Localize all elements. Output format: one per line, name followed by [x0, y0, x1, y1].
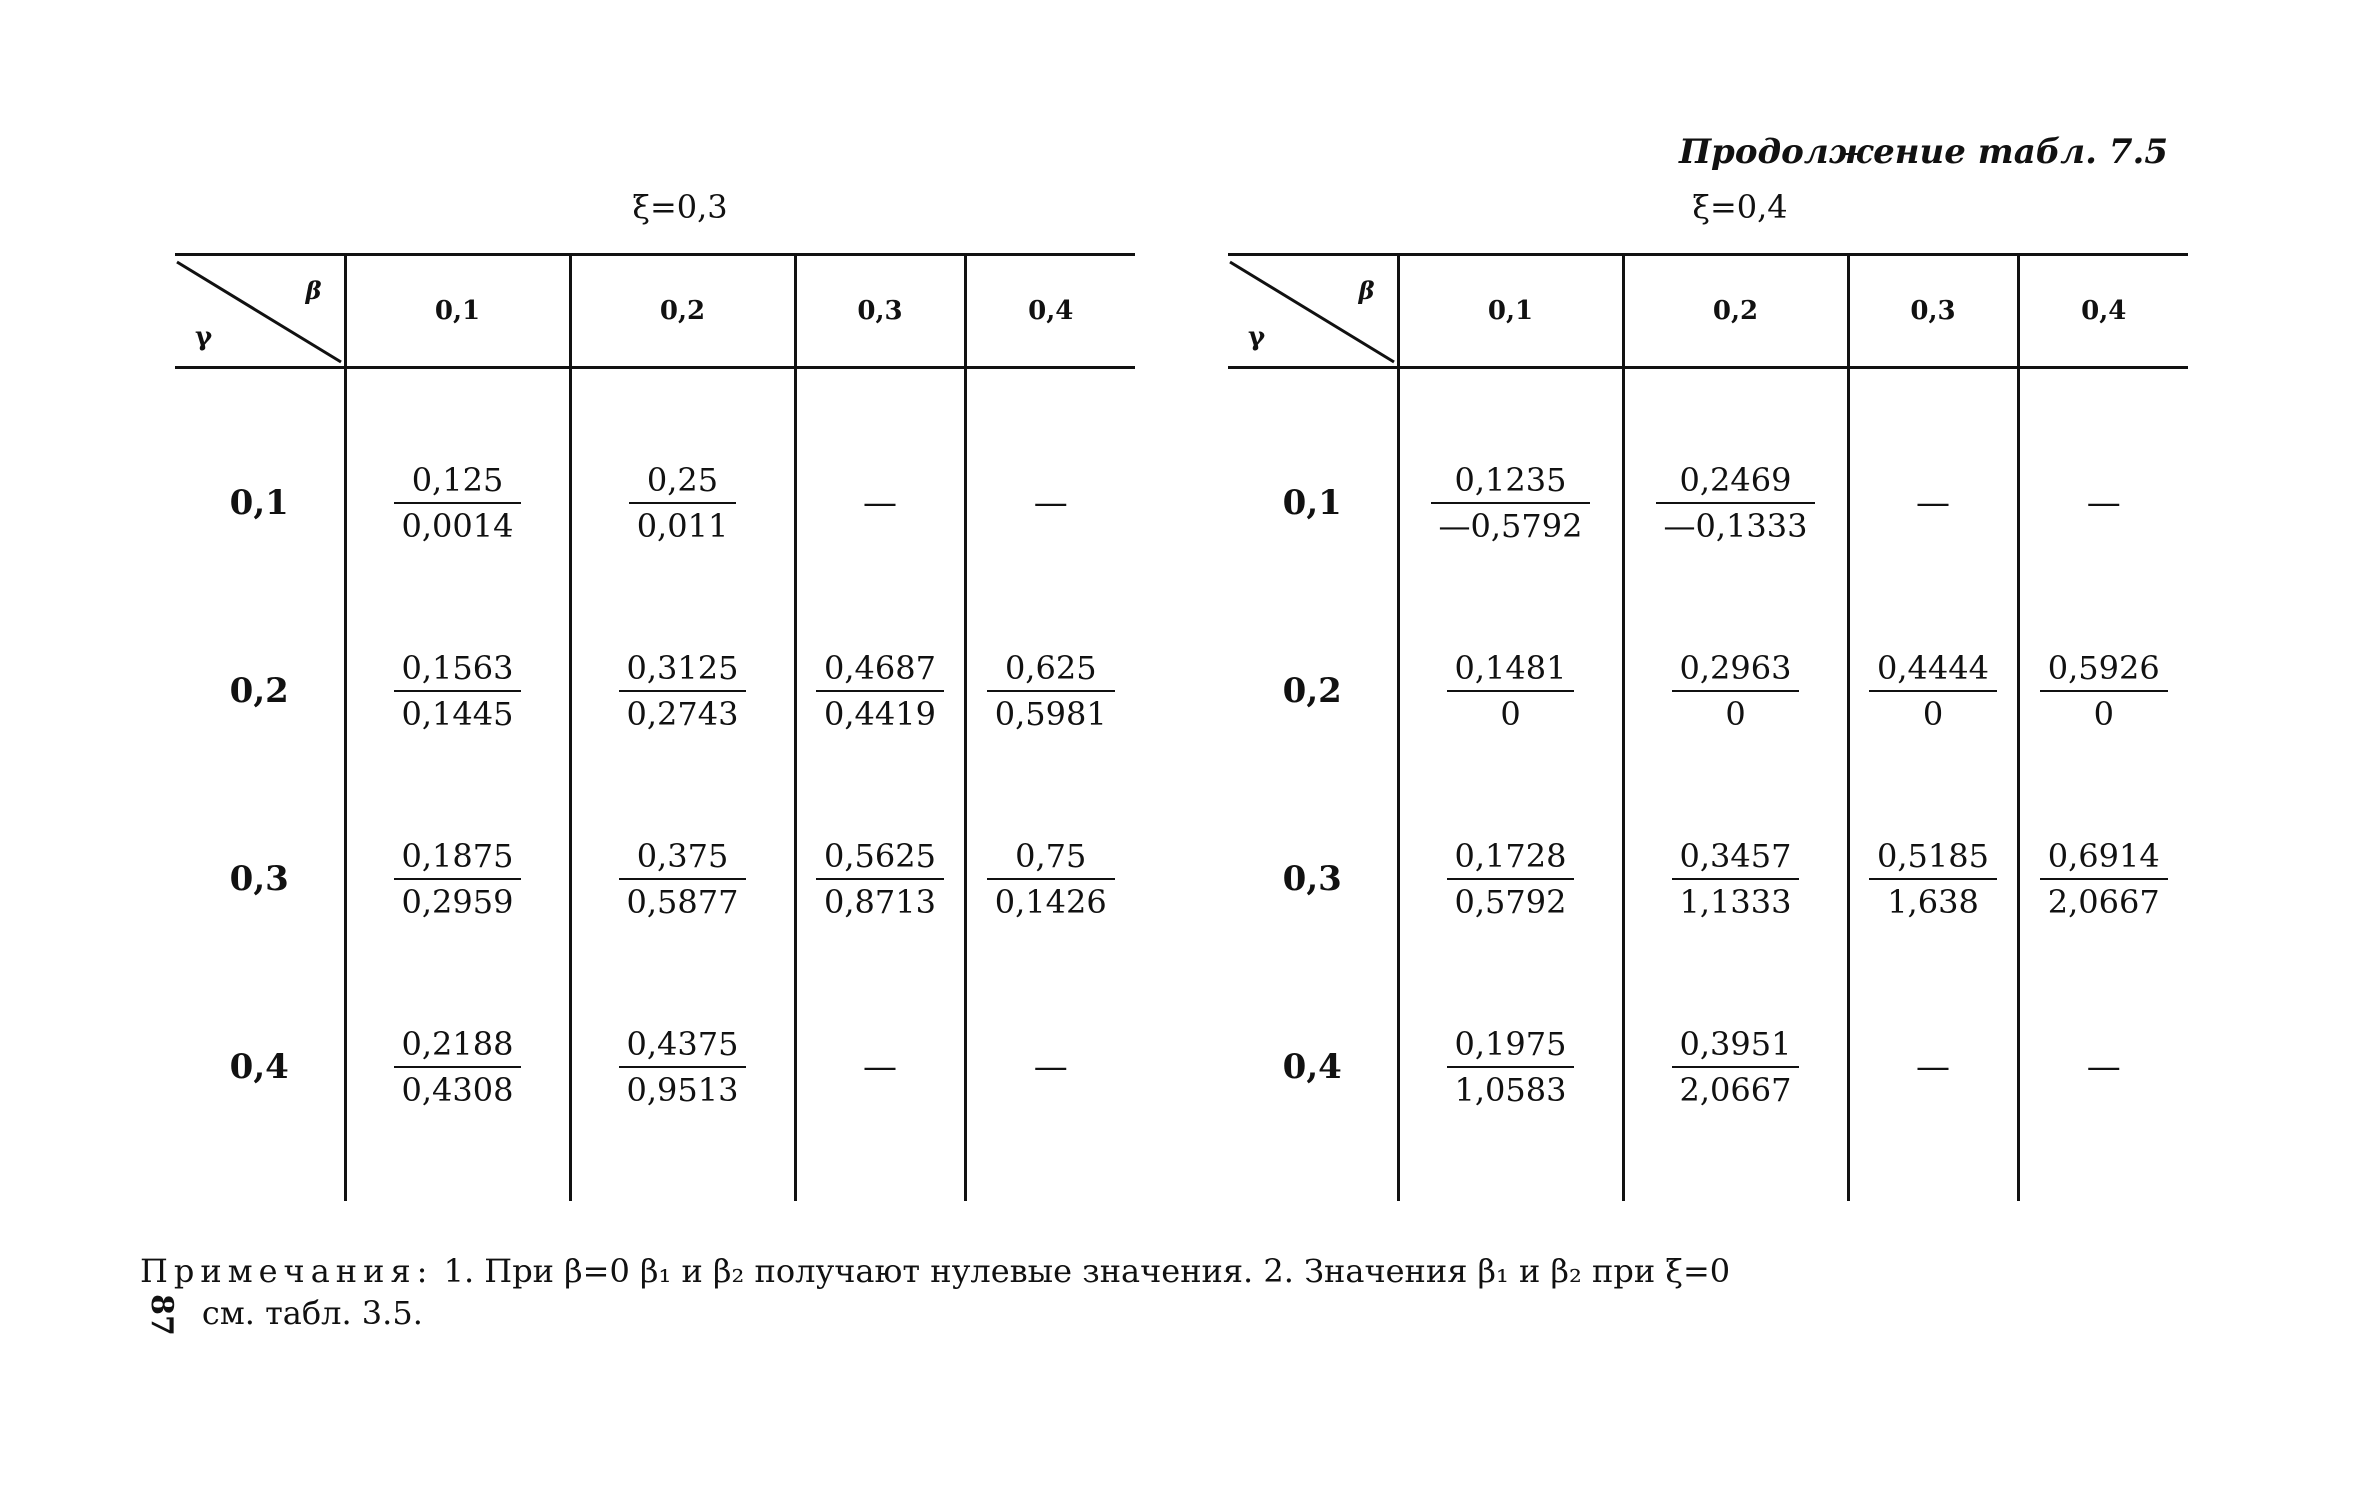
- row-label: 0,4: [229, 1047, 289, 1087]
- notes-text-1: 1. При β=0 β₁ и β₂ получают нулевые значения. 2. Значения β₁ и β₂ при ξ=0: [433, 1252, 1731, 1290]
- beta1-value: 0,5185: [1869, 834, 1997, 880]
- table-right-wrap: [1228, 253, 2188, 1201]
- beta1-value: 0,3457: [1672, 834, 1800, 880]
- beta1-value: 0,1481: [1447, 646, 1575, 692]
- notes-text-2: см. табл. 3.5.: [191, 1294, 423, 1332]
- beta1-value: 0,75: [987, 834, 1115, 880]
- notes-lead: Примечания:: [140, 1252, 434, 1290]
- table-cell: [1848, 597, 2018, 785]
- beta1-value: 0,3125: [619, 646, 747, 692]
- gamma-header-label: γ: [1248, 322, 1266, 352]
- table-cell: [1398, 973, 1623, 1201]
- table-cell: [1623, 785, 1848, 973]
- beta2-value: 1,1333: [1679, 883, 1792, 921]
- fraction-value: [1672, 834, 1800, 924]
- table-cell: [1398, 368, 1623, 598]
- table-cell: [1623, 368, 1848, 598]
- empty-dash: —: [1916, 483, 1950, 523]
- table-cell: [1623, 597, 1848, 785]
- table-cell: [965, 597, 1135, 785]
- row-label: 0,2: [229, 671, 289, 711]
- empty-dash: —: [2086, 483, 2121, 523]
- beta2-value: 0,2959: [401, 883, 514, 921]
- fraction-value: [816, 834, 944, 924]
- table-cell: [1848, 368, 2018, 598]
- beta1-value: 0,1875: [394, 834, 522, 880]
- table-cell: [1398, 597, 1623, 785]
- table-cell: [345, 785, 570, 973]
- beta1-value: 0,4444: [1869, 646, 1997, 692]
- beta-header-label: β: [305, 276, 322, 305]
- table-cell: [795, 597, 965, 785]
- column-header: 0,2: [1623, 255, 1848, 368]
- row-label: 0,3: [229, 859, 289, 899]
- table-cell: [1848, 785, 2018, 973]
- table-row: [1228, 368, 2188, 598]
- fraction-value: [1447, 646, 1575, 736]
- beta2-value: 0,2743: [626, 695, 739, 733]
- empty-dash: —: [1033, 1047, 1068, 1087]
- beta1-value: 0,1563: [394, 646, 522, 692]
- beta2-value: 0: [1725, 695, 1746, 733]
- beta1-value: 0,5926: [2040, 646, 2168, 692]
- beta2-value: 0: [1500, 695, 1521, 733]
- beta2-value: 0: [2093, 695, 2114, 733]
- beta1-value: 0,2469: [1656, 458, 1816, 504]
- fraction-value: [2040, 834, 2168, 924]
- beta2-value: 1,638: [1887, 883, 1979, 921]
- beta2-value: 1,0583: [1454, 1071, 1567, 1109]
- beta1-value: 0,1975: [1447, 1022, 1575, 1068]
- beta1-value: 0,4687: [816, 646, 944, 692]
- fraction-value: [987, 834, 1115, 924]
- table-row: [1228, 597, 2188, 785]
- column-header: 0,1: [345, 255, 570, 368]
- table-row: [175, 785, 1135, 973]
- beta1-value: 0,25: [629, 458, 737, 504]
- column-header: 0,3: [1848, 255, 2018, 368]
- table-row: [175, 368, 1135, 598]
- beta1-value: 0,4375: [619, 1022, 747, 1068]
- fraction-value: [816, 646, 944, 736]
- column-header: 0,2: [570, 255, 795, 368]
- beta2-value: 0,4419: [824, 695, 936, 733]
- beta1-value: 0,625: [987, 646, 1115, 692]
- table-cell: [570, 973, 795, 1201]
- table-cell: [965, 368, 1135, 598]
- table-cell: [795, 368, 965, 598]
- beta1-value: 0,3951: [1672, 1022, 1800, 1068]
- empty-dash: —: [863, 483, 897, 523]
- fraction-value: [629, 458, 737, 548]
- empty-dash: —: [2086, 1047, 2121, 1087]
- fraction-value: [987, 646, 1115, 736]
- fraction-value: [1869, 834, 1997, 924]
- beta1-value: 0,6914: [2040, 834, 2168, 880]
- fraction-value: [394, 834, 522, 924]
- fraction-value: [1656, 458, 1816, 548]
- beta1-value: 0,2963: [1672, 646, 1800, 692]
- beta1-value: 0,1728: [1447, 834, 1575, 880]
- xi-label-left: ξ=0,3: [632, 188, 728, 226]
- empty-dash: —: [1033, 483, 1068, 523]
- beta-header-label: β: [1358, 276, 1375, 305]
- notes: [140, 1250, 2180, 1336]
- column-header: 0,1: [1398, 255, 1623, 368]
- beta2-value: 0,0014: [401, 507, 514, 545]
- fraction-value: [619, 834, 747, 924]
- fraction-value: [1431, 458, 1591, 548]
- beta1-value: 0,375: [619, 834, 747, 880]
- table-cell: [795, 785, 965, 973]
- table-cell: [1623, 973, 1848, 1201]
- corner-header: [175, 255, 345, 368]
- table-cell: [965, 973, 1135, 1201]
- table-cell: [2018, 785, 2188, 973]
- beta1-value: 0,1235: [1431, 458, 1591, 504]
- column-header: 0,3: [795, 255, 965, 368]
- beta2-value: 2,0667: [1679, 1071, 1792, 1109]
- fraction-value: [1869, 646, 1997, 736]
- row-label: 0,1: [229, 483, 289, 523]
- table-cell: [345, 368, 570, 598]
- page-number: 87: [143, 1294, 179, 1336]
- row-label: 0,2: [1282, 671, 1342, 711]
- fraction-value: [1672, 646, 1800, 736]
- beta1-value: 0,2188: [394, 1022, 522, 1068]
- row-label: 0,4: [1282, 1047, 1342, 1087]
- table-row: [175, 597, 1135, 785]
- column-header: 0,4: [965, 255, 1135, 368]
- beta2-value: —0,5792: [1438, 507, 1583, 545]
- table-cell: [345, 973, 570, 1201]
- beta2-value: 0,9513: [626, 1071, 739, 1109]
- fraction-value: [394, 458, 522, 548]
- beta2-value: 0,5981: [994, 695, 1107, 733]
- gamma-header-label: γ: [195, 322, 213, 352]
- row-label: 0,3: [1282, 859, 1342, 899]
- fraction-value: [619, 646, 747, 736]
- row-label: 0,1: [1282, 483, 1342, 523]
- beta2-value: 0,5877: [626, 883, 739, 921]
- table-row: [1228, 785, 2188, 973]
- fraction-value: [1672, 1022, 1800, 1112]
- table-cell: [570, 785, 795, 973]
- fraction-value: [1447, 834, 1575, 924]
- column-header: 0,4: [2018, 255, 2188, 368]
- beta2-value: 0,8713: [824, 883, 936, 921]
- beta2-value: 0,011: [636, 507, 729, 545]
- table-cell: [2018, 597, 2188, 785]
- table-caption: Продолжение табл. 7.5: [1678, 132, 2168, 172]
- beta1-value: 0,5625: [816, 834, 944, 880]
- beta2-value: 0: [1922, 695, 1944, 733]
- empty-dash: —: [863, 1047, 897, 1087]
- fraction-value: [1447, 1022, 1575, 1112]
- table-cell: [1398, 785, 1623, 973]
- data-table: [175, 253, 1135, 1201]
- fraction-value: [2040, 646, 2168, 736]
- table-left-wrap: [175, 253, 1135, 1201]
- table-row: [175, 973, 1135, 1201]
- beta2-value: 0,4308: [401, 1071, 514, 1109]
- fraction-value: [394, 646, 522, 736]
- beta2-value: 0,1426: [994, 883, 1107, 921]
- beta2-value: 0,1445: [401, 695, 514, 733]
- table-cell: [2018, 368, 2188, 598]
- table-cell: [570, 368, 795, 598]
- beta2-value: 0,5792: [1454, 883, 1567, 921]
- beta2-value: 2,0667: [2047, 883, 2160, 921]
- table-cell: [965, 785, 1135, 973]
- beta1-value: 0,125: [394, 458, 522, 504]
- xi-label-right: ξ=0,4: [1692, 188, 1788, 226]
- table-cell: [2018, 973, 2188, 1201]
- empty-dash: —: [1916, 1047, 1950, 1087]
- table-row: [1228, 973, 2188, 1201]
- table-cell: [570, 597, 795, 785]
- fraction-value: [394, 1022, 522, 1112]
- table-cell: [345, 597, 570, 785]
- fraction-value: [619, 1022, 747, 1112]
- corner-header: [1228, 255, 1398, 368]
- data-table: [1228, 253, 2188, 1201]
- table-cell: [795, 973, 965, 1201]
- beta2-value: —0,1333: [1663, 507, 1808, 545]
- table-cell: [1848, 973, 2018, 1201]
